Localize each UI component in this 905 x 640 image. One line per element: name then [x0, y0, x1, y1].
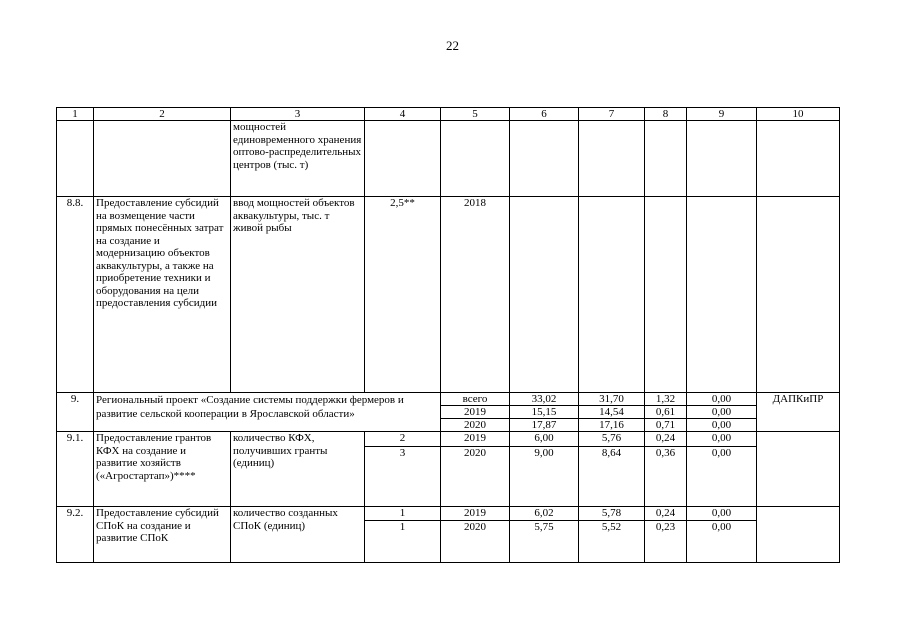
measure-name: Предоставление субсидий СПоК на создание и развитие СПоК	[94, 507, 231, 563]
amount-cell: 0,00	[687, 393, 757, 406]
amount-cell: 5,76	[579, 432, 645, 447]
header-cell: 3	[231, 108, 365, 121]
amount-cell: 0,71	[645, 419, 687, 432]
year-cell: 2020	[441, 520, 510, 562]
indicator-cell: количество КФХ, получивших гранты (единиц)	[231, 432, 365, 507]
page-number: 22	[446, 38, 459, 53]
executor-cell: ДАПКиПР	[757, 393, 840, 432]
amount-cell: 5,52	[579, 520, 645, 562]
year-cell: 2020	[441, 419, 510, 432]
amount-cell: 31,70	[579, 393, 645, 406]
amount-cell: 14,54	[579, 406, 645, 419]
indicator-value: 1	[365, 507, 441, 521]
amount-cell: 0,00	[687, 406, 757, 419]
amount-cell: 0,24	[645, 432, 687, 447]
amount-cell: 0,00	[687, 419, 757, 432]
amount-cell: 33,02	[510, 393, 579, 406]
indicator-value: 2,5**	[365, 197, 441, 393]
header-cell: 10	[757, 108, 840, 121]
measure-name: Предоставление грантов КФХ на создание и развитие хозяйств («Агростартап»)****	[94, 432, 231, 507]
indicator-cell: мощностей единовременного хранения оптово-распределительных центров (тыс. т)	[231, 121, 365, 197]
indicator-cell: количество созданных СПоК (единиц)	[231, 507, 365, 563]
year-cell: всего	[441, 393, 510, 406]
table-row	[57, 432, 840, 447]
header-cell: 6	[510, 108, 579, 121]
amount-cell: 5,78	[579, 507, 645, 521]
row-number: 9.	[57, 393, 94, 432]
header-cell: 7	[579, 108, 645, 121]
year-cell: 2020	[441, 447, 510, 507]
header-cell: 9	[687, 108, 757, 121]
year-cell: 2019	[441, 507, 510, 521]
header-cell: 2	[94, 108, 231, 121]
header-cell: 8	[645, 108, 687, 121]
program-table	[56, 107, 840, 563]
header-row	[57, 108, 840, 121]
row-number: 9.1.	[57, 432, 94, 507]
amount-cell: 6,02	[510, 507, 579, 521]
amount-cell: 8,64	[579, 447, 645, 507]
year-cell: 2019	[441, 406, 510, 419]
indicator-value: 2	[365, 432, 441, 447]
row-number: 9.2.	[57, 507, 94, 563]
measure-name: Предоставление субсидий на возмещение части прямых понесённых затрат на создание и модернизацию объектов аквакультуры, а также на приобретение техники и оборудования на цели предоставления субсидии	[94, 197, 231, 393]
amount-cell: 0,00	[687, 507, 757, 521]
header-cell: 5	[441, 108, 510, 121]
amount-cell: 17,16	[579, 419, 645, 432]
table-row	[57, 507, 840, 521]
amount-cell: 0,23	[645, 520, 687, 562]
indicator-value: 3	[365, 447, 441, 507]
row-number: 8.8.	[57, 197, 94, 393]
amount-cell: 0,00	[687, 447, 757, 507]
header-cell: 4	[365, 108, 441, 121]
indicator-value: 1	[365, 520, 441, 562]
amount-cell: 15,15	[510, 406, 579, 419]
amount-cell: 1,32	[645, 393, 687, 406]
year-cell: 2019	[441, 432, 510, 447]
amount-cell: 5,75	[510, 520, 579, 562]
amount-cell: 0,24	[645, 507, 687, 521]
project-title: Региональный проект «Создание системы поддержки фермеров и развитие сельской кооперации в Ярославской области»	[94, 393, 441, 432]
table-row	[57, 121, 840, 197]
header-cell: 1	[57, 108, 94, 121]
amount-cell: 17,87	[510, 419, 579, 432]
amount-cell: 0,61	[645, 406, 687, 419]
amount-cell: 6,00	[510, 432, 579, 447]
amount-cell: 9,00	[510, 447, 579, 507]
year-cell: 2018	[441, 197, 510, 393]
amount-cell: 0,36	[645, 447, 687, 507]
amount-cell: 0,00	[687, 432, 757, 447]
indicator-cell: ввод мощностей объектов аквакультуры, тыс. т живой рыбы	[231, 197, 365, 393]
table-row	[57, 197, 840, 393]
table-row	[57, 393, 840, 406]
amount-cell: 0,00	[687, 520, 757, 562]
